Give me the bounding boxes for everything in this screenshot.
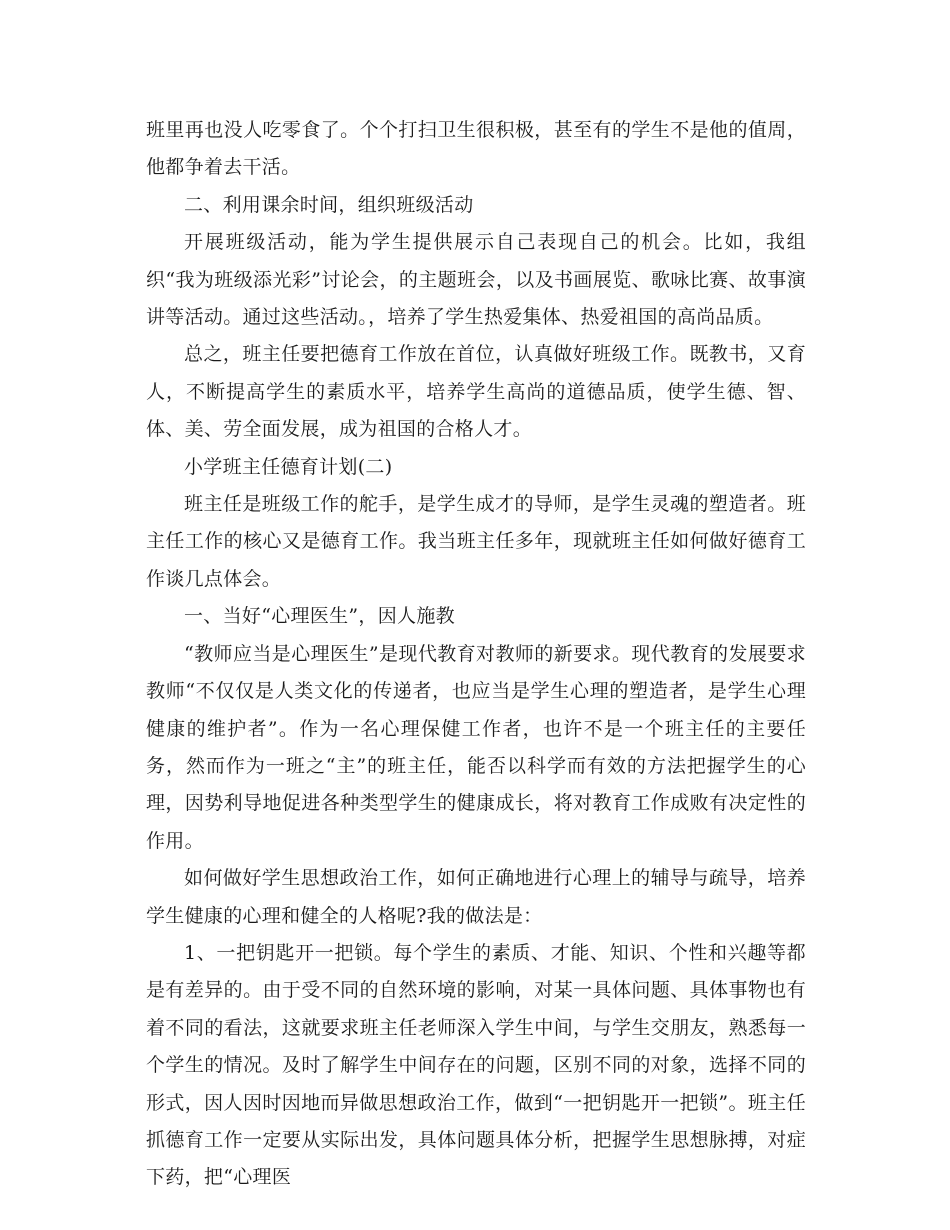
paragraph-4: 总之，班主任要把德育工作放在首位，认真做好班级工作。既教书，又育人，不断提高学生的素质水平，培养学生高尚的道德品质，使学生德、智、体、美、劳全面发展，成为祖国的合格人才。 [146, 343, 806, 441]
paragraph-10: 1、一把钥匙开一把锁。每个学生的素质、才能、知识、个性和兴趣等都是有差异的。由于受不同的自然环境的影响，对某一具体问题、具体事物也有着不同的看法，这就要求班主任老师深入学生中间，与学生交朋友，熟悉每一个学生的情况。及时了解学生中间存在的问题，区别不同的对象，选择不同的形式，因人因时因地而异做思想政治工作，做到“一把钥匙开一把锁”。班主任抓德育工作一定要从实际出发，具体问题具体分析，把握学生思想脉搏，对症下药，把“心理医 [146, 941, 806, 1189]
section-heading-2: 二、利用课余时间，组织班级活动 [184, 193, 474, 216]
section-heading-1: 一、当好“心理医生”，因人施教 [184, 605, 455, 628]
paragraph-3: 开展班级活动，能为学生提供展示自己表现自己的机会。比如，我组织“我为班级添光彩”讨论会，的主题班会，以及书画展览、歌咏比赛、故事演讲等活动。通过这些活动。，培养了学生热爱集体、热爱祖国的高尚品质。 [146, 231, 806, 329]
paragraph-9: 如何做好学生思想政治工作，如何正确地进行心理上的辅导与疏导，培养学生健康的心理和健全的人格呢?我的做法是： [146, 867, 806, 927]
paragraph-8: “教师应当是心理医生”是现代教育对教师的新要求。现代教育的发展要求教师“不仅仅是人类文化的传递者，也应当是学生心理的塑造者，是学生心理健康的维护者”。作为一名心理保健工作者，也许不是一个班主任的主要任务，然而作为一班之“主”的班主任，能否以科学而有效的方法把握学生的心理，因势利导地促进各种类型学生的健康成长，将对教育工作成败有决定性的作用。 [146, 642, 806, 852]
paragraph-1: 班里再也没人吃零食了。个个打扫卫生很积极，甚至有的学生不是他的值周，他都争着去干活。 [146, 119, 806, 179]
paragraph-6: 班主任是班级工作的舵手，是学生成才的导师，是学生灵魂的塑造者。班主任工作的核心又是德育工作。我当班主任多年，现就班主任如何做好德育工作谈几点体会。 [146, 493, 806, 590]
document-body [146, 112, 806, 1197]
document-subtitle: 小学班主任德育计划(二) [184, 455, 393, 478]
